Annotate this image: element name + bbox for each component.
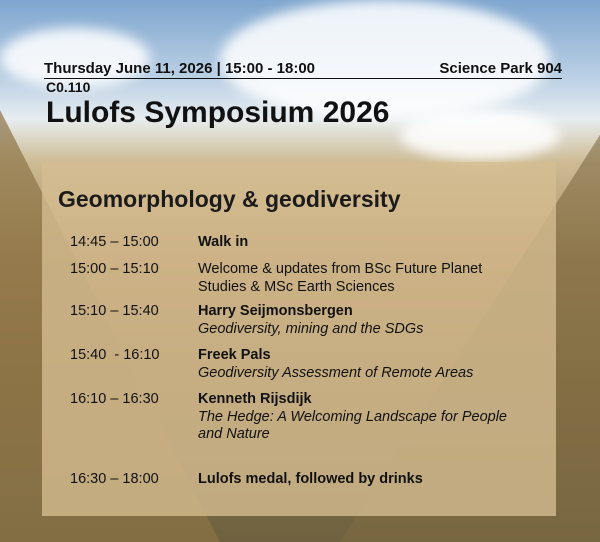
page-title: Lulofs Symposium 2026 [46,96,390,129]
item-title: Lulofs medal, followed by drinks [198,471,423,487]
event-location: Science Park 904 [439,60,562,77]
header-line [44,60,562,79]
talk-title: and Nature [198,426,270,442]
talk-title: Geodiversity Assessment of Remote Areas [198,364,474,381]
item-time: 16:10 – 16:30 [70,391,159,407]
item-time: 14:45 – 15:00 [70,234,159,250]
item-title: Walk in [198,234,249,250]
event-date-time: Thursday June 11, 2026 | 15:00 - 18:00 [44,60,316,77]
talk-title: The Hedge: A Welcoming Landscape for People [198,408,507,425]
item-time: 16:30 – 18:00 [70,471,159,487]
programme-subtitle: Geomorphology & geodiversity [58,186,401,212]
programme-panel [42,162,556,516]
item-line: Studies & MSc Earth Sciences [198,278,395,295]
item-line: Welcome & updates from BSc Future Planet [198,261,483,277]
item-description [198,261,528,296]
speaker-name: Kenneth Rijsdijk [198,391,312,407]
event-room: C0.110 [46,79,91,95]
item-time: 15:00 – 15:10 [70,261,159,277]
item-description [198,391,528,444]
item-description [198,347,528,382]
item-description [198,303,528,338]
speaker-name: Freek Pals [198,347,271,363]
item-time: 15:10 – 15:40 [70,303,159,319]
talk-title: Geodiversity, mining and the SDGs [198,320,424,337]
item-time: 15:40 - 16:10 [70,347,160,363]
speaker-name: Harry Seijmonsbergen [198,303,353,319]
